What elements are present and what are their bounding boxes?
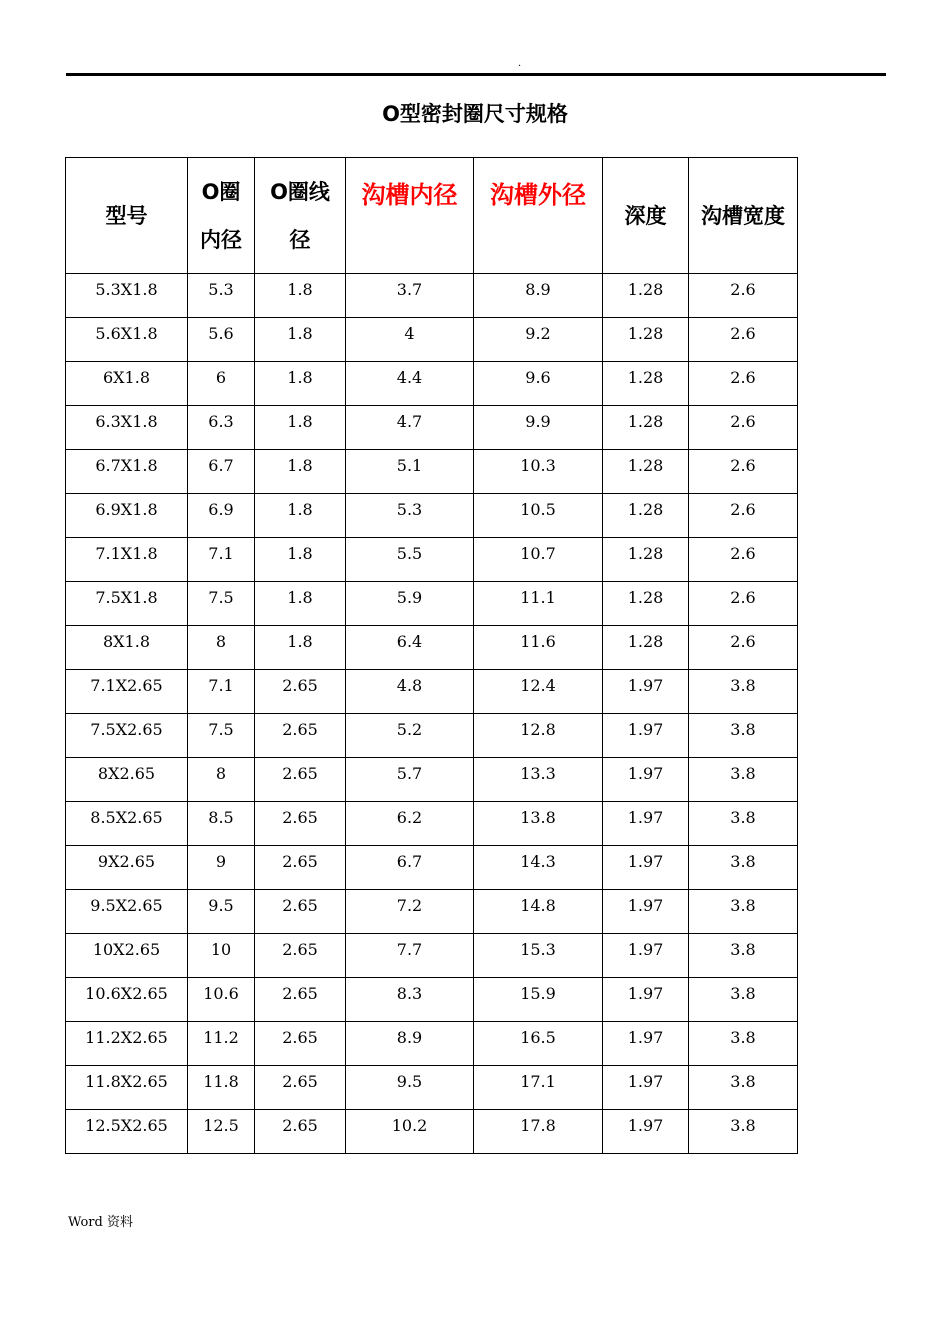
table-row	[66, 670, 798, 714]
cell-depth: 1.97	[603, 670, 689, 714]
cell-depth: 1.28	[603, 626, 689, 670]
cell-groove-outer: 10.3	[474, 450, 603, 494]
cell-depth: 1.97	[603, 1022, 689, 1066]
cell-groove-outer: 11.6	[474, 626, 603, 670]
header-wire-diameter	[255, 158, 346, 274]
cell-groove-outer: 9.9	[474, 406, 603, 450]
cell-wire-diameter: 2.65	[255, 934, 346, 978]
table-row	[66, 1066, 798, 1110]
cell-wire-diameter: 2.65	[255, 1022, 346, 1066]
cell-inner-diameter: 7.5	[188, 714, 255, 758]
cell-wire-diameter: 1.8	[255, 494, 346, 538]
cell-depth: 1.28	[603, 494, 689, 538]
cell-groove-outer: 14.8	[474, 890, 603, 934]
cell-groove-inner: 4.8	[346, 670, 474, 714]
cell-groove-inner: 7.7	[346, 934, 474, 978]
cell-groove-outer: 12.4	[474, 670, 603, 714]
table-row	[66, 758, 798, 802]
cell-model: 8.5X2.65	[66, 802, 188, 846]
cell-depth: 1.97	[603, 890, 689, 934]
cell-wire-diameter: 2.65	[255, 846, 346, 890]
table-row	[66, 538, 798, 582]
cell-depth: 1.97	[603, 978, 689, 1022]
cell-depth: 1.28	[603, 450, 689, 494]
cell-wire-diameter: 1.8	[255, 582, 346, 626]
cell-wire-diameter: 2.65	[255, 890, 346, 934]
cell-groove-inner: 9.5	[346, 1066, 474, 1110]
cell-groove-inner: 3.7	[346, 274, 474, 318]
cell-groove-width: 3.8	[689, 758, 798, 802]
header-inner-diameter	[188, 158, 255, 274]
cell-model: 8X2.65	[66, 758, 188, 802]
table-row	[66, 714, 798, 758]
table-row	[66, 450, 798, 494]
table-row	[66, 582, 798, 626]
header-depth: 深度	[603, 158, 689, 274]
cell-wire-diameter: 1.8	[255, 406, 346, 450]
cell-model: 7.5X1.8	[66, 582, 188, 626]
cell-inner-diameter: 10	[188, 934, 255, 978]
cell-groove-outer: 8.9	[474, 274, 603, 318]
cell-groove-inner: 6.4	[346, 626, 474, 670]
cell-groove-width: 2.6	[689, 494, 798, 538]
header-inner-line1: O圈	[201, 179, 241, 204]
cell-model: 5.6X1.8	[66, 318, 188, 362]
table-row	[66, 626, 798, 670]
cell-model: 6X1.8	[66, 362, 188, 406]
footer-text: Word 资料	[68, 1215, 133, 1230]
header-groove-inner: 沟槽内径	[346, 158, 474, 274]
cell-groove-inner: 8.9	[346, 1022, 474, 1066]
table-row	[66, 978, 798, 1022]
table-header-row	[66, 158, 798, 274]
table-row	[66, 318, 798, 362]
cell-groove-inner: 5.2	[346, 714, 474, 758]
cell-wire-diameter: 1.8	[255, 538, 346, 582]
cell-wire-diameter: 2.65	[255, 978, 346, 1022]
cell-depth: 1.97	[603, 934, 689, 978]
cell-groove-inner: 8.3	[346, 978, 474, 1022]
cell-inner-diameter: 5.6	[188, 318, 255, 362]
page-title: O型密封圈尺寸规格	[382, 102, 568, 126]
cell-groove-inner: 10.2	[346, 1110, 474, 1154]
cell-inner-diameter: 10.6	[188, 978, 255, 1022]
cell-groove-inner: 5.5	[346, 538, 474, 582]
cell-depth: 1.97	[603, 1066, 689, 1110]
cell-groove-outer: 10.7	[474, 538, 603, 582]
cell-groove-outer: 9.2	[474, 318, 603, 362]
cell-groove-outer: 17.1	[474, 1066, 603, 1110]
cell-groove-outer: 15.3	[474, 934, 603, 978]
cell-groove-inner: 5.3	[346, 494, 474, 538]
header-groove-width: 沟槽宽度	[689, 158, 798, 274]
cell-groove-width: 3.8	[689, 846, 798, 890]
header-wire-line1: O圈线	[270, 179, 330, 204]
cell-model: 5.3X1.8	[66, 274, 188, 318]
cell-wire-diameter: 2.65	[255, 670, 346, 714]
cell-depth: 1.97	[603, 1110, 689, 1154]
cell-groove-inner: 7.2	[346, 890, 474, 934]
cell-groove-width: 3.8	[689, 978, 798, 1022]
cell-model: 8X1.8	[66, 626, 188, 670]
cell-inner-diameter: 5.3	[188, 274, 255, 318]
cell-model: 10X2.65	[66, 934, 188, 978]
cell-depth: 1.28	[603, 318, 689, 362]
cell-groove-width: 2.6	[689, 362, 798, 406]
cell-groove-width: 3.8	[689, 670, 798, 714]
cell-groove-inner: 5.1	[346, 450, 474, 494]
cell-inner-diameter: 6.7	[188, 450, 255, 494]
cell-groove-outer: 16.5	[474, 1022, 603, 1066]
table-row	[66, 362, 798, 406]
cell-groove-outer: 10.5	[474, 494, 603, 538]
cell-wire-diameter: 1.8	[255, 318, 346, 362]
cell-model: 10.6X2.65	[66, 978, 188, 1022]
cell-wire-diameter: 1.8	[255, 626, 346, 670]
cell-groove-inner: 6.2	[346, 802, 474, 846]
cell-groove-width: 3.8	[689, 1110, 798, 1154]
header-wire-line2: 径	[289, 227, 311, 252]
header-mark: .	[518, 58, 522, 69]
cell-groove-inner: 4.4	[346, 362, 474, 406]
cell-groove-outer: 11.1	[474, 582, 603, 626]
cell-model: 9X2.65	[66, 846, 188, 890]
cell-groove-outer: 15.9	[474, 978, 603, 1022]
table-row	[66, 494, 798, 538]
cell-wire-diameter: 2.65	[255, 758, 346, 802]
cell-groove-inner: 6.7	[346, 846, 474, 890]
cell-groove-width: 2.6	[689, 582, 798, 626]
cell-model: 6.3X1.8	[66, 406, 188, 450]
cell-groove-inner: 4	[346, 318, 474, 362]
header-groove-outer: 沟槽外径	[474, 158, 603, 274]
cell-inner-diameter: 7.5	[188, 582, 255, 626]
table-row	[66, 846, 798, 890]
cell-wire-diameter: 2.65	[255, 802, 346, 846]
cell-model: 7.5X2.65	[66, 714, 188, 758]
cell-wire-diameter: 2.65	[255, 1110, 346, 1154]
cell-groove-width: 3.8	[689, 1022, 798, 1066]
header-inner-line2: 内径	[200, 227, 242, 252]
cell-inner-diameter: 8.5	[188, 802, 255, 846]
cell-depth: 1.97	[603, 758, 689, 802]
cell-inner-diameter: 12.5	[188, 1110, 255, 1154]
cell-inner-diameter: 11.8	[188, 1066, 255, 1110]
cell-depth: 1.97	[603, 802, 689, 846]
spec-table	[65, 157, 798, 1154]
cell-wire-diameter: 2.65	[255, 1066, 346, 1110]
cell-groove-width: 3.8	[689, 934, 798, 978]
cell-groove-outer: 17.8	[474, 1110, 603, 1154]
cell-depth: 1.28	[603, 362, 689, 406]
cell-inner-diameter: 8	[188, 626, 255, 670]
cell-groove-inner: 4.7	[346, 406, 474, 450]
cell-wire-diameter: 1.8	[255, 450, 346, 494]
table-row	[66, 1022, 798, 1066]
cell-groove-inner: 5.9	[346, 582, 474, 626]
cell-groove-width: 2.6	[689, 406, 798, 450]
cell-inner-diameter: 6.9	[188, 494, 255, 538]
cell-depth: 1.28	[603, 406, 689, 450]
cell-inner-diameter: 7.1	[188, 538, 255, 582]
cell-model: 6.9X1.8	[66, 494, 188, 538]
cell-groove-outer: 14.3	[474, 846, 603, 890]
cell-groove-width: 3.8	[689, 1066, 798, 1110]
cell-depth: 1.28	[603, 582, 689, 626]
cell-wire-diameter: 1.8	[255, 362, 346, 406]
cell-groove-width: 2.6	[689, 538, 798, 582]
cell-inner-diameter: 6.3	[188, 406, 255, 450]
cell-inner-diameter: 7.1	[188, 670, 255, 714]
cell-groove-inner: 5.7	[346, 758, 474, 802]
cell-inner-diameter: 8	[188, 758, 255, 802]
cell-depth: 1.28	[603, 274, 689, 318]
header-model: 型号	[66, 158, 188, 274]
cell-inner-diameter: 9	[188, 846, 255, 890]
cell-groove-width: 2.6	[689, 318, 798, 362]
cell-model: 12.5X2.65	[66, 1110, 188, 1154]
cell-model: 11.8X2.65	[66, 1066, 188, 1110]
cell-model: 9.5X2.65	[66, 890, 188, 934]
table-row	[66, 802, 798, 846]
table-row	[66, 406, 798, 450]
table-row	[66, 1110, 798, 1154]
table-row	[66, 890, 798, 934]
cell-groove-width: 3.8	[689, 714, 798, 758]
cell-groove-width: 3.8	[689, 802, 798, 846]
cell-inner-diameter: 11.2	[188, 1022, 255, 1066]
cell-groove-outer: 13.3	[474, 758, 603, 802]
cell-groove-width: 2.6	[689, 274, 798, 318]
cell-wire-diameter: 2.65	[255, 714, 346, 758]
cell-inner-diameter: 6	[188, 362, 255, 406]
cell-model: 7.1X1.8	[66, 538, 188, 582]
header-rule	[66, 73, 886, 76]
cell-model: 7.1X2.65	[66, 670, 188, 714]
table-row	[66, 934, 798, 978]
cell-depth: 1.97	[603, 846, 689, 890]
table-row	[66, 274, 798, 318]
cell-model: 11.2X2.65	[66, 1022, 188, 1066]
cell-depth: 1.28	[603, 538, 689, 582]
cell-inner-diameter: 9.5	[188, 890, 255, 934]
cell-wire-diameter: 1.8	[255, 274, 346, 318]
cell-depth: 1.97	[603, 714, 689, 758]
cell-groove-outer: 12.8	[474, 714, 603, 758]
cell-groove-outer: 9.6	[474, 362, 603, 406]
cell-groove-width: 2.6	[689, 450, 798, 494]
cell-groove-outer: 13.8	[474, 802, 603, 846]
cell-groove-width: 3.8	[689, 890, 798, 934]
cell-groove-width: 2.6	[689, 626, 798, 670]
cell-model: 6.7X1.8	[66, 450, 188, 494]
